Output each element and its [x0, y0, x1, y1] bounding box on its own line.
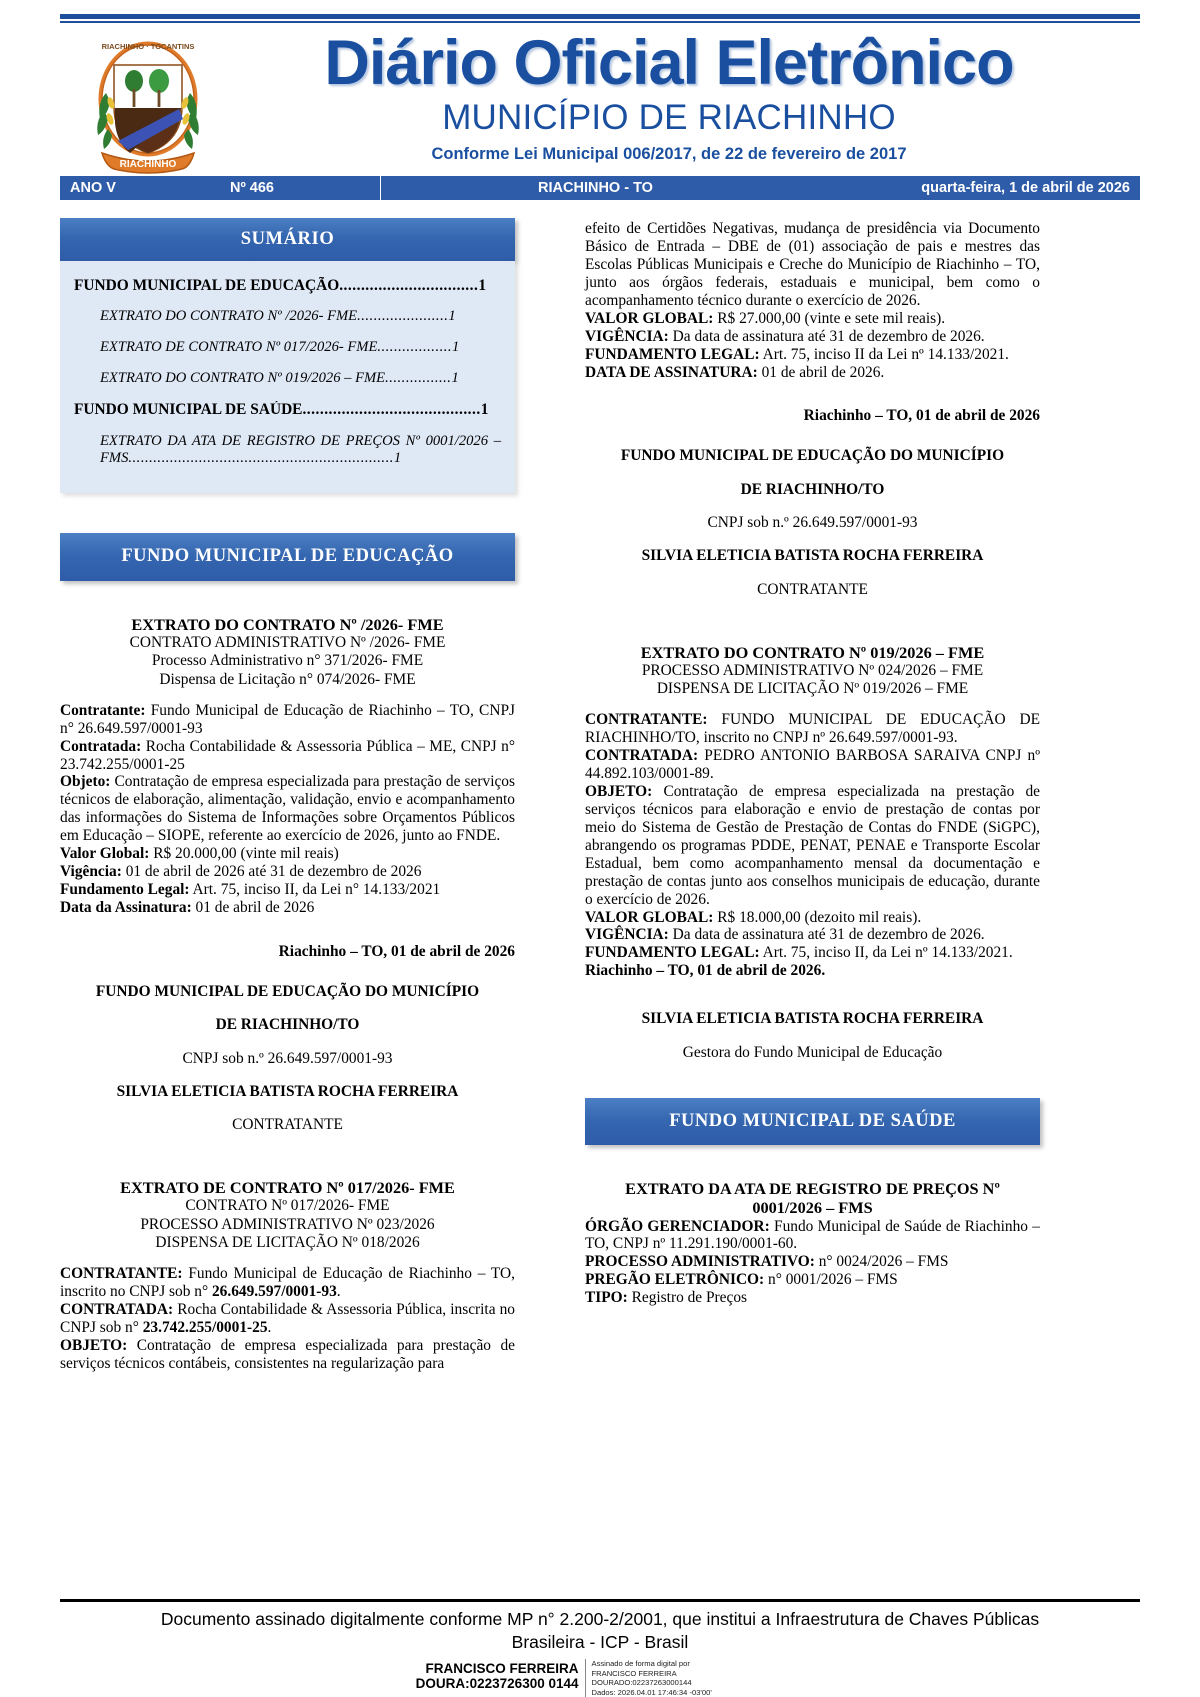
- article-field-assinatura: [60, 899, 515, 917]
- summary-entry-label: EXTRATO DE CONTRATO Nº 017/2026- FME: [100, 339, 378, 356]
- article-place-date: Riachinho – TO, 01 de abril de 2026: [278, 942, 515, 960]
- field-value: Art. 75, inciso II da Lei nº 14.133/2021.: [759, 345, 1009, 363]
- field-value: Da data de assinatura até 31 de dezembro de 2026.: [668, 926, 985, 944]
- field-label: DATA DE ASSINATURA:: [585, 363, 758, 381]
- article-field-contratante: [60, 702, 515, 738]
- article-field-vigencia: [585, 926, 1040, 944]
- masthead-rule-thick: [60, 14, 1140, 19]
- article-field-contratada: [585, 747, 1040, 783]
- crest-motto-top: RIACHINHO · TOCANTINS: [101, 42, 195, 51]
- field-value: Art. 75, inciso II, da Lei nº 14.133/2021.: [759, 944, 1013, 962]
- signature-orgao-line1: FUNDO MUNICIPAL DE EDUCAÇÃO DO MUNICÍPIO: [620, 447, 1005, 465]
- summary-header: SUMÁRIO: [60, 218, 515, 261]
- article-place-date: Riachinho – TO, 01 de abril de 2026: [803, 407, 1040, 425]
- sig-meta-line4: Dados: 2026.04.01 17:46:34 -03'00': [591, 1687, 712, 1697]
- article-field-objeto: [60, 773, 515, 845]
- article-field-valor: [585, 909, 1040, 927]
- summary-entry-label: FUNDO MUNICIPAL DE SAÚDE: [74, 401, 303, 419]
- field-value: Contratação de empresa especializada para prestação de serviços técnicos de elaboração, alimentação, validação, envio e acompanhamento das informações do Sistema de Informações sobre Orçamentos Públicos em Educação – SIOPE, referente ao exercício de 2026, junto ao FNDE.: [60, 773, 515, 845]
- field-label: CONTRATADA:: [585, 747, 699, 765]
- masthead-law-line: Conforme Lei Municipal 006/2017, de 22 de fevereiro de 2017: [431, 144, 907, 163]
- left-column: [60, 218, 515, 1398]
- crest-motto-bottom: RIACHINHO: [119, 159, 177, 170]
- field-value: PEDRO ANTONIO BARBOSA SARAIVA CNPJ nº 44.892.103/0001-89.: [585, 747, 1040, 782]
- summary-entry-label: EXTRATO DO CONTRATO Nº 019/2026 – FME: [100, 370, 386, 387]
- article-place-date: [585, 962, 1040, 980]
- article-subtitle: PROCESSO ADMINISTRATIVO Nº 023/2026: [140, 1215, 435, 1233]
- article-title-line2: 0001/2026 – FMS: [752, 1198, 873, 1218]
- summary-entry-dots: ..................: [377, 339, 453, 356]
- article-field-vigencia: [585, 328, 1040, 346]
- sig-meta-line3: DOURADO:02237263000144: [591, 1678, 692, 1688]
- field-label: PROCESSO ADMINISTRATIVO:: [585, 1253, 815, 1271]
- field-label: VIGÊNCIA:: [585, 327, 669, 345]
- summary-entry-label: FUNDO MUNICIPAL DE EDUCAÇÃO: [74, 276, 340, 294]
- signature-cnpj: CNPJ sob n.º 26.649.597/0001-93: [182, 1049, 393, 1067]
- article-title: EXTRATO DO CONTRATO Nº /2026- FME: [131, 614, 444, 634]
- summary-entry[interactable]: [74, 277, 501, 295]
- edition-year: ANO V: [70, 180, 116, 196]
- field-label: TIPO:: [585, 1289, 628, 1307]
- field-label: Fundamento Legal:: [60, 881, 190, 899]
- column-gutter: [515, 218, 585, 1398]
- field-value: 01 de abril de 2026 até 31 de dezembro de 2026: [121, 863, 422, 881]
- summary-entry-page: 1: [478, 276, 487, 294]
- article-title: [585, 1179, 1040, 1217]
- field-label: OBJETO:: [585, 782, 653, 800]
- signature-name: SILVIA ELETICIA BATISTA ROCHA FERREIRA: [116, 1082, 459, 1100]
- article-field-contratante: [585, 711, 1040, 747]
- field-value: Da data de assinatura até 31 de dezembro de 2026.: [668, 327, 985, 345]
- summary-entry-page: 1: [393, 450, 402, 467]
- summary-entry-page: 1: [451, 370, 459, 387]
- signature-certificate-name: FRANCISCO FERREIRA DOURA:0223726300 0144: [415, 1661, 579, 1692]
- field-value: Registro de Preços: [627, 1289, 748, 1307]
- summary-box: [60, 218, 515, 493]
- content-columns: [60, 218, 1140, 1398]
- summary-entry-page: 1: [448, 308, 456, 325]
- article-field-objeto: [585, 783, 1040, 909]
- field-value: n° 0001/2026 – FMS: [764, 1271, 898, 1289]
- section-banner-saude: FUNDO MUNICIPAL DE SAÚDE: [585, 1098, 1040, 1146]
- page-title: Diário Oficial Eletrônico: [324, 28, 1014, 98]
- signature-role: CONTRATANTE: [232, 1116, 343, 1134]
- field-label: CONTRATADA:: [60, 1300, 174, 1318]
- municipal-crest-icon: [84, 31, 212, 176]
- field-label: Valor Global:: [60, 845, 150, 863]
- summary-entry-dots: .........................................: [302, 401, 481, 419]
- article-subtitle: CONTRATO Nº 017/2026- FME: [185, 1197, 390, 1215]
- signature-certificate-meta: [585, 1659, 802, 1697]
- edition-number: Nº 466: [230, 180, 274, 196]
- article-title: EXTRATO DE CONTRATO Nº 017/2026- FME: [120, 1178, 455, 1198]
- field-value: 01 de abril de 2026: [191, 899, 315, 917]
- summary-entry[interactable]: [74, 401, 501, 419]
- signature-role: Gestora do Fundo Municipal de Educação: [682, 1043, 943, 1061]
- footer-legal-line1: Documento assinado digitalmente conforme MP n° 2.200-2/2001, que institui a Infraestrutura de Chaves Públicas: [160, 1609, 1040, 1630]
- field-value: R$ 20.000,00 (vinte mil reais): [149, 845, 339, 863]
- field-label: FUNDAMENTO LEGAL:: [585, 944, 760, 962]
- article-field-contratada: [60, 1301, 515, 1337]
- article-field-pregao: [585, 1271, 1040, 1289]
- field-label: Contratada:: [60, 737, 142, 755]
- summary-entry-dots: ......................: [357, 308, 449, 325]
- field-value: 01 de abril de 2026.: [757, 363, 885, 381]
- field-label: CONTRATANTE:: [585, 711, 708, 729]
- summary-entry[interactable]: [74, 370, 501, 387]
- field-label: Vigência:: [60, 863, 122, 881]
- field-value-end: .: [267, 1318, 272, 1336]
- field-label: CONTRATANTE:: [60, 1264, 183, 1282]
- summary-entry[interactable]: [74, 339, 501, 356]
- field-value: R$ 27.000,00 (vinte e sete mil reais).: [713, 309, 946, 327]
- field-value: Fundo Municipal de Saúde de Riachinho – TO, CNPJ nº 11.291.190/0001-60.: [585, 1217, 1040, 1253]
- article-field-contratante: [60, 1265, 515, 1301]
- article-field-objeto: [60, 1337, 515, 1373]
- field-label: Data da Assinatura:: [60, 899, 192, 917]
- article-field-orgao: [585, 1218, 1040, 1254]
- summary-body: [60, 261, 515, 494]
- masthead: [60, 0, 1140, 200]
- edition-city: RIACHINHO - TO: [380, 176, 810, 200]
- article-field-contratada: [60, 738, 515, 774]
- field-value: Fundo Municipal de Educação de Riachinho – TO, CNPJ n° 26.649.597/0001-93: [60, 701, 515, 737]
- field-label: Objeto:: [60, 773, 111, 791]
- field-value: R$ 18.000,00 (dezoito mil reais).: [713, 908, 922, 926]
- field-value-cnpj: 26.649.597/0001-93: [211, 1282, 337, 1300]
- masthead-subtitle: MUNICÍPIO DE RIACHINHO: [442, 97, 896, 137]
- article-place-date-text: Riachinho – TO, 01 de abril de 2026.: [585, 962, 826, 980]
- field-value-end: .: [336, 1282, 341, 1300]
- summary-entry[interactable]: [74, 308, 501, 325]
- article-field-tipo: [585, 1289, 1040, 1307]
- signature-name: SILVIA ELETICIA BATISTA ROCHA FERREIRA: [641, 547, 984, 565]
- article-field-fundamento: [585, 944, 1040, 962]
- article-field-valor: [60, 845, 515, 863]
- field-label: Contratante:: [60, 701, 146, 719]
- right-column: [585, 218, 1040, 1398]
- signature-orgao-line2: DE RIACHINHO/TO: [740, 480, 885, 498]
- signature-orgao-line2: DE RIACHINHO/TO: [215, 1016, 360, 1034]
- article-field-processo: [585, 1253, 1040, 1271]
- summary-entry-label: EXTRATO DA ATA DE REGISTRO DE PREÇOS Nº 0001/2026 – FMS: [100, 433, 501, 467]
- summary-entry-dots: ................................................................: [128, 450, 394, 467]
- field-value: Contratação de empresa especializada na prestação de serviços técnicos para elaboração e envio de prestação de contas por meio do Sistema de Gestão de Prestação de Contas do FNDE (SiGPC), abrangendo os programas PDDE, PENAT, PENAE e Transporte Escolar Estadual, bem como acompanhamento mensal da documentação e prestação de contas junto aos conselhos municipais de educação, durante o exercício de 2026.: [585, 782, 1040, 908]
- article-field-vigencia: [60, 863, 515, 881]
- sig-meta-line1: Assinado de forma digital por: [591, 1659, 690, 1669]
- signature-cnpj: CNPJ sob n.º 26.649.597/0001-93: [707, 514, 918, 532]
- field-value: Rocha Contabilidade & Assessoria Pública – ME, CNPJ n° 23.742.255/0001-25: [60, 737, 515, 773]
- field-value: Contratação de empresa especializada para prestação de serviços técnicos contábeis, consistentes na regularização para: [60, 1336, 515, 1372]
- field-label: ÓRGÃO GERENCIADOR:: [585, 1217, 770, 1235]
- field-label: OBJETO:: [60, 1336, 128, 1354]
- article-subtitle: PROCESSO ADMINISTRATIVO Nº 024/2026 – FME: [641, 661, 984, 679]
- field-value-cnpj: 23.742.255/0001-25: [142, 1318, 268, 1336]
- page-footer: [60, 1599, 1140, 1697]
- field-value: FUNDO MUNICIPAL DE EDUCAÇÃO DE RIACHINHO/TO, inscrito no CNPJ nº 26.649.597/0001-93.: [585, 711, 1040, 747]
- digital-signature-block: [60, 1659, 1140, 1697]
- summary-entry-page: 1: [452, 339, 460, 356]
- field-value: n° 0024/2026 – FMS: [814, 1253, 949, 1271]
- field-value: Art. 75, inciso II, da Lei n° 14.133/2021: [189, 881, 441, 899]
- article-field-assinatura: [585, 364, 1040, 382]
- article-title: EXTRATO DO CONTRATO Nº 019/2026 – FME: [640, 642, 985, 662]
- field-label: VALOR GLOBAL:: [585, 309, 714, 327]
- edition-date: quarta-feira, 1 de abril de 2026: [921, 180, 1130, 196]
- signature-role: CONTRATANTE: [757, 580, 868, 598]
- footer-legal-line2: Brasileira - ICP - Brasil: [511, 1631, 689, 1652]
- summary-entry-page: 1: [480, 401, 489, 419]
- field-label: PREGÃO ELETRÔNICO:: [585, 1271, 765, 1289]
- article-title-line1: EXTRATO DA ATA DE REGISTRO DE PREÇOS Nº: [625, 1179, 1000, 1199]
- article-subtitle: Processo Administrativo n° 371/2026- FME: [151, 652, 424, 670]
- article-field-fundamento: [60, 881, 515, 899]
- summary-entry-dots: ................: [385, 370, 452, 387]
- masthead-rule-thin: [60, 21, 1140, 23]
- section-banner-educacao: FUNDO MUNICIPAL DE EDUCAÇÃO: [60, 533, 515, 581]
- field-label: FUNDAMENTO LEGAL:: [585, 345, 760, 363]
- signature-name: SILVIA ELETICIA BATISTA ROCHA FERREIRA: [641, 1010, 984, 1028]
- summary-entry[interactable]: [74, 433, 501, 467]
- signature-orgao-line1: FUNDO MUNICIPAL DE EDUCAÇÃO DO MUNICÍPIO: [95, 982, 480, 1000]
- edition-info-bar: [60, 176, 1140, 200]
- field-value: Fundo Municipal de Educação de Riachinho – TO, inscrito no CNPJ sob n°: [60, 1264, 515, 1300]
- article-field-fundamento: [585, 346, 1040, 364]
- field-value: Rocha Contabilidade & Assessoria Pública, inscrita no CNPJ sob n°: [60, 1300, 515, 1336]
- article-objeto-continuation: efeito de Certidões Negativas, mudança de presidência via Documento Básico de Entrada – DBE de (01) associação de pais e mestres das Escolas Públicas Municipais e Creche do Município de Riachinho – TO, junto aos órgãos federais, estaduais e municipal, bem como o acompanhamento técnico durante o exercício de 2026.: [585, 220, 1040, 309]
- field-label: VIGÊNCIA:: [585, 926, 669, 944]
- field-label: VALOR GLOBAL:: [585, 908, 714, 926]
- article-subtitle: DISPENSA DE LICITAÇÃO Nº 018/2026: [155, 1233, 420, 1251]
- article-subtitle: Dispensa de Licitação n° 074/2026- FME: [159, 670, 416, 688]
- article-subtitle: DISPENSA DE LICITAÇÃO Nº 019/2026 – FME: [656, 680, 969, 698]
- sig-meta-line2: FRANCISCO FERREIRA: [591, 1668, 677, 1678]
- article-subtitle: CONTRATO ADMINISTRATIVO Nº /2026- FME: [129, 634, 446, 652]
- summary-entry-label: EXTRATO DO CONTRATO Nº /2026- FME: [100, 308, 358, 325]
- article-field-valor: [585, 310, 1040, 328]
- summary-entry-dots: ................................: [339, 276, 479, 294]
